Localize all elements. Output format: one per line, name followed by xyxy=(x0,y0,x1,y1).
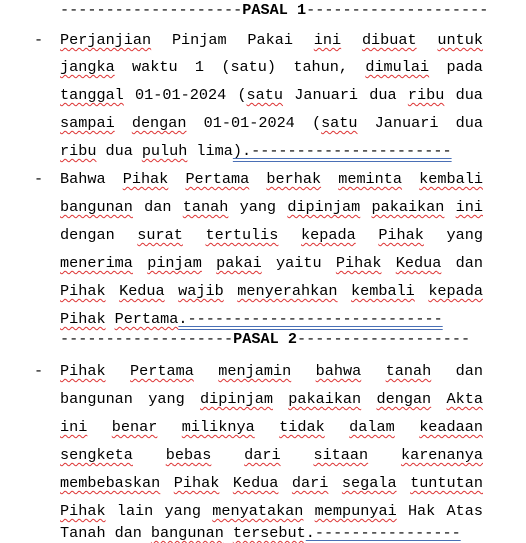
paragraph-line: bangunan yang dipinjam pakaikan dengan Akta xyxy=(60,390,483,408)
paragraph-line: membebaskan Pihak Kedua dari segala tuntutan xyxy=(60,474,483,492)
paragraph-line: Tanah dan bangunan tersebut .---------------- xyxy=(60,524,461,542)
paragraph-line: Pihak Kedua wajib menyerahkan kembali kepada xyxy=(60,282,483,300)
paragraph-line: tanggal 01-01-2024 (satu Januari dua ribu dua xyxy=(60,86,483,104)
paragraph-line: sengketa bebas dari sitaan karenanya xyxy=(60,446,483,464)
paragraph-line: Perjanjian Pinjam Pakai ini dibuat untuk xyxy=(60,31,483,49)
bullet-marker: - xyxy=(34,362,44,380)
bullet-marker: - xyxy=(34,31,44,49)
paragraph-line: sampai dengan 01-01-2024 (satu Januari dua xyxy=(60,114,483,132)
paragraph-line: Bahwa Pihak Pertama berhak meminta kembali xyxy=(60,170,483,188)
paragraph-line: ribu dua puluh lima).---------------------- xyxy=(60,142,452,160)
paragraph-line: dengan surat tertulis kepada Pihak yang xyxy=(60,226,483,244)
pasal-1-heading: --------------------PASAL 1-------------------- xyxy=(60,1,489,19)
paragraph-line: menerima pinjam pakai yaitu Pihak Kedua dan xyxy=(60,254,483,272)
paragraph-line: bangunan dan tanah yang dipinjam pakaikan ini xyxy=(60,198,483,216)
paragraph-line: Pihak Pertama menjamin bahwa tanah dan xyxy=(60,362,483,380)
paragraph-line: Pihak lain yang menyatakan mempunyai Hak Atas xyxy=(60,502,483,520)
paragraph-line: jangka waktu 1 (satu) tahun, dimulai pada xyxy=(60,58,483,76)
pasal-2-heading: -------------------PASAL 2------------------- xyxy=(60,330,471,348)
bullet-marker: - xyxy=(34,170,44,188)
paragraph-line: ini benar miliknya tidak dalam keadaan xyxy=(60,418,483,436)
paragraph-line: Pihak Pertama .---------------------------- xyxy=(60,310,443,328)
